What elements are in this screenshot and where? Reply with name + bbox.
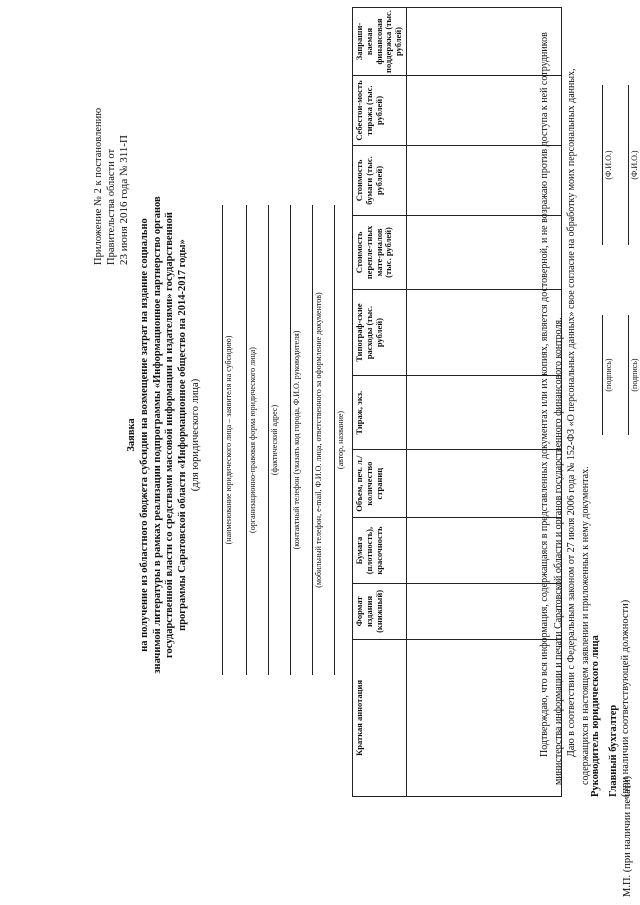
- accountant-signature-hint: (подпись): [630, 358, 639, 392]
- head-signature-hint: (подпись): [604, 358, 613, 392]
- col-print-costs: Типограф-ские расходы (тыс. рублей): [353, 289, 407, 375]
- accountant-name-line[interactable]: [628, 85, 629, 245]
- col-annotation: Краткая аннотация: [353, 639, 407, 796]
- stamp-note: М.П. (при наличии печати): [622, 775, 633, 897]
- field-line-name[interactable]: [222, 205, 223, 675]
- field-hint-address: (фактический адрес): [270, 404, 279, 476]
- accountant-note: (при наличии соответствующей должности): [620, 599, 631, 797]
- appendix-date: 23 июня 2016 года № 311-П: [118, 135, 131, 265]
- field-line-legal-form[interactable]: [246, 205, 247, 675]
- field-hint-legal-form: (организационно-правовая форма юридического лица): [248, 347, 257, 533]
- head-name-hint: (Ф.И.О.): [604, 150, 613, 180]
- accountant-label: Главный бухгалтер: [608, 704, 619, 797]
- col-cost-price: Себестои-мость тиража (тыс. рублей): [353, 76, 407, 146]
- col-binding-cost: Стоимость перепле-тных мате-риалов (тыс. рублей): [353, 215, 407, 289]
- head-name-line[interactable]: [602, 85, 603, 245]
- field-line-author[interactable]: [334, 205, 335, 675]
- title-heading: Заявка: [126, 418, 137, 452]
- appendix-line-2: Правительства области от: [106, 148, 118, 265]
- confirmation-text: [538, 5, 592, 785]
- field-hint-author: (автор, название): [336, 410, 345, 470]
- col-paper: Бумага (плотность), красочность: [353, 518, 407, 584]
- field-line-phone[interactable]: [290, 205, 291, 675]
- col-print-run: Тираж, экз.: [353, 376, 407, 450]
- confirmation-paragraph: Подтверждаю, что вся информация, содержащаяся в представленных документах или их копиях, является достоверной, и не возражаю против доступа к ней сотрудников министерства информации и печати Саратовской области и органов государственного финансового контроля.: [539, 32, 564, 785]
- col-paper-cost: Стоимость бумаги (тыс. рублей): [353, 145, 407, 215]
- field-line-contact[interactable]: [312, 205, 313, 675]
- title-subtitle: (для юридического лица): [189, 378, 201, 492]
- document-title: [126, 195, 203, 675]
- appendix-line-1: Приложение № 2 к постановлению: [93, 107, 104, 265]
- publication-table: [352, 7, 562, 797]
- field-hint-phone: (контактный телефон (указать код города, Ф.И.О. руководителя): [292, 330, 301, 550]
- title-body: на получение из областного бюджета субсидии на возмещение затрат на издание социально значимой литературы в рамках реализации подпрограммы «Информационное партнерство органов государственной власти со средствами массовой информации и издателями» государственной программы Саратовской области «Информационное общество на 2014-2017 годы»: [138, 196, 189, 674]
- field-hint-name: (наименование юридического лица – заявителя на субсидию): [224, 335, 233, 545]
- field-line-address[interactable]: [268, 205, 269, 675]
- col-format: Формат издания (книжный): [353, 584, 407, 640]
- head-label: Руководитель юридического лица: [590, 635, 601, 797]
- head-signature-line[interactable]: [602, 315, 603, 435]
- col-volume: Объем, печ. л./ количество страниц: [353, 450, 407, 518]
- consent-paragraph: Даю в соответствии с Федеральным законом от 27 июля 2006 года № 152-ФЗ «О персональных данных» свое согласие на обработку моих персональных данных, содержащихся в настоящем заявлении и приложенных к нему документах.: [566, 68, 591, 785]
- table-header-row: [353, 8, 407, 797]
- col-support: Запраши-ваемая финансовая поддержка (тыс. рублей): [353, 8, 407, 76]
- field-hint-contact: (мобильный телефон, e-mail, Ф.И.О. лица, ответственного за оформление документов): [314, 292, 323, 588]
- accountant-signature-line[interactable]: [628, 315, 629, 435]
- accountant-name-hint: (Ф.И.О.): [630, 150, 639, 180]
